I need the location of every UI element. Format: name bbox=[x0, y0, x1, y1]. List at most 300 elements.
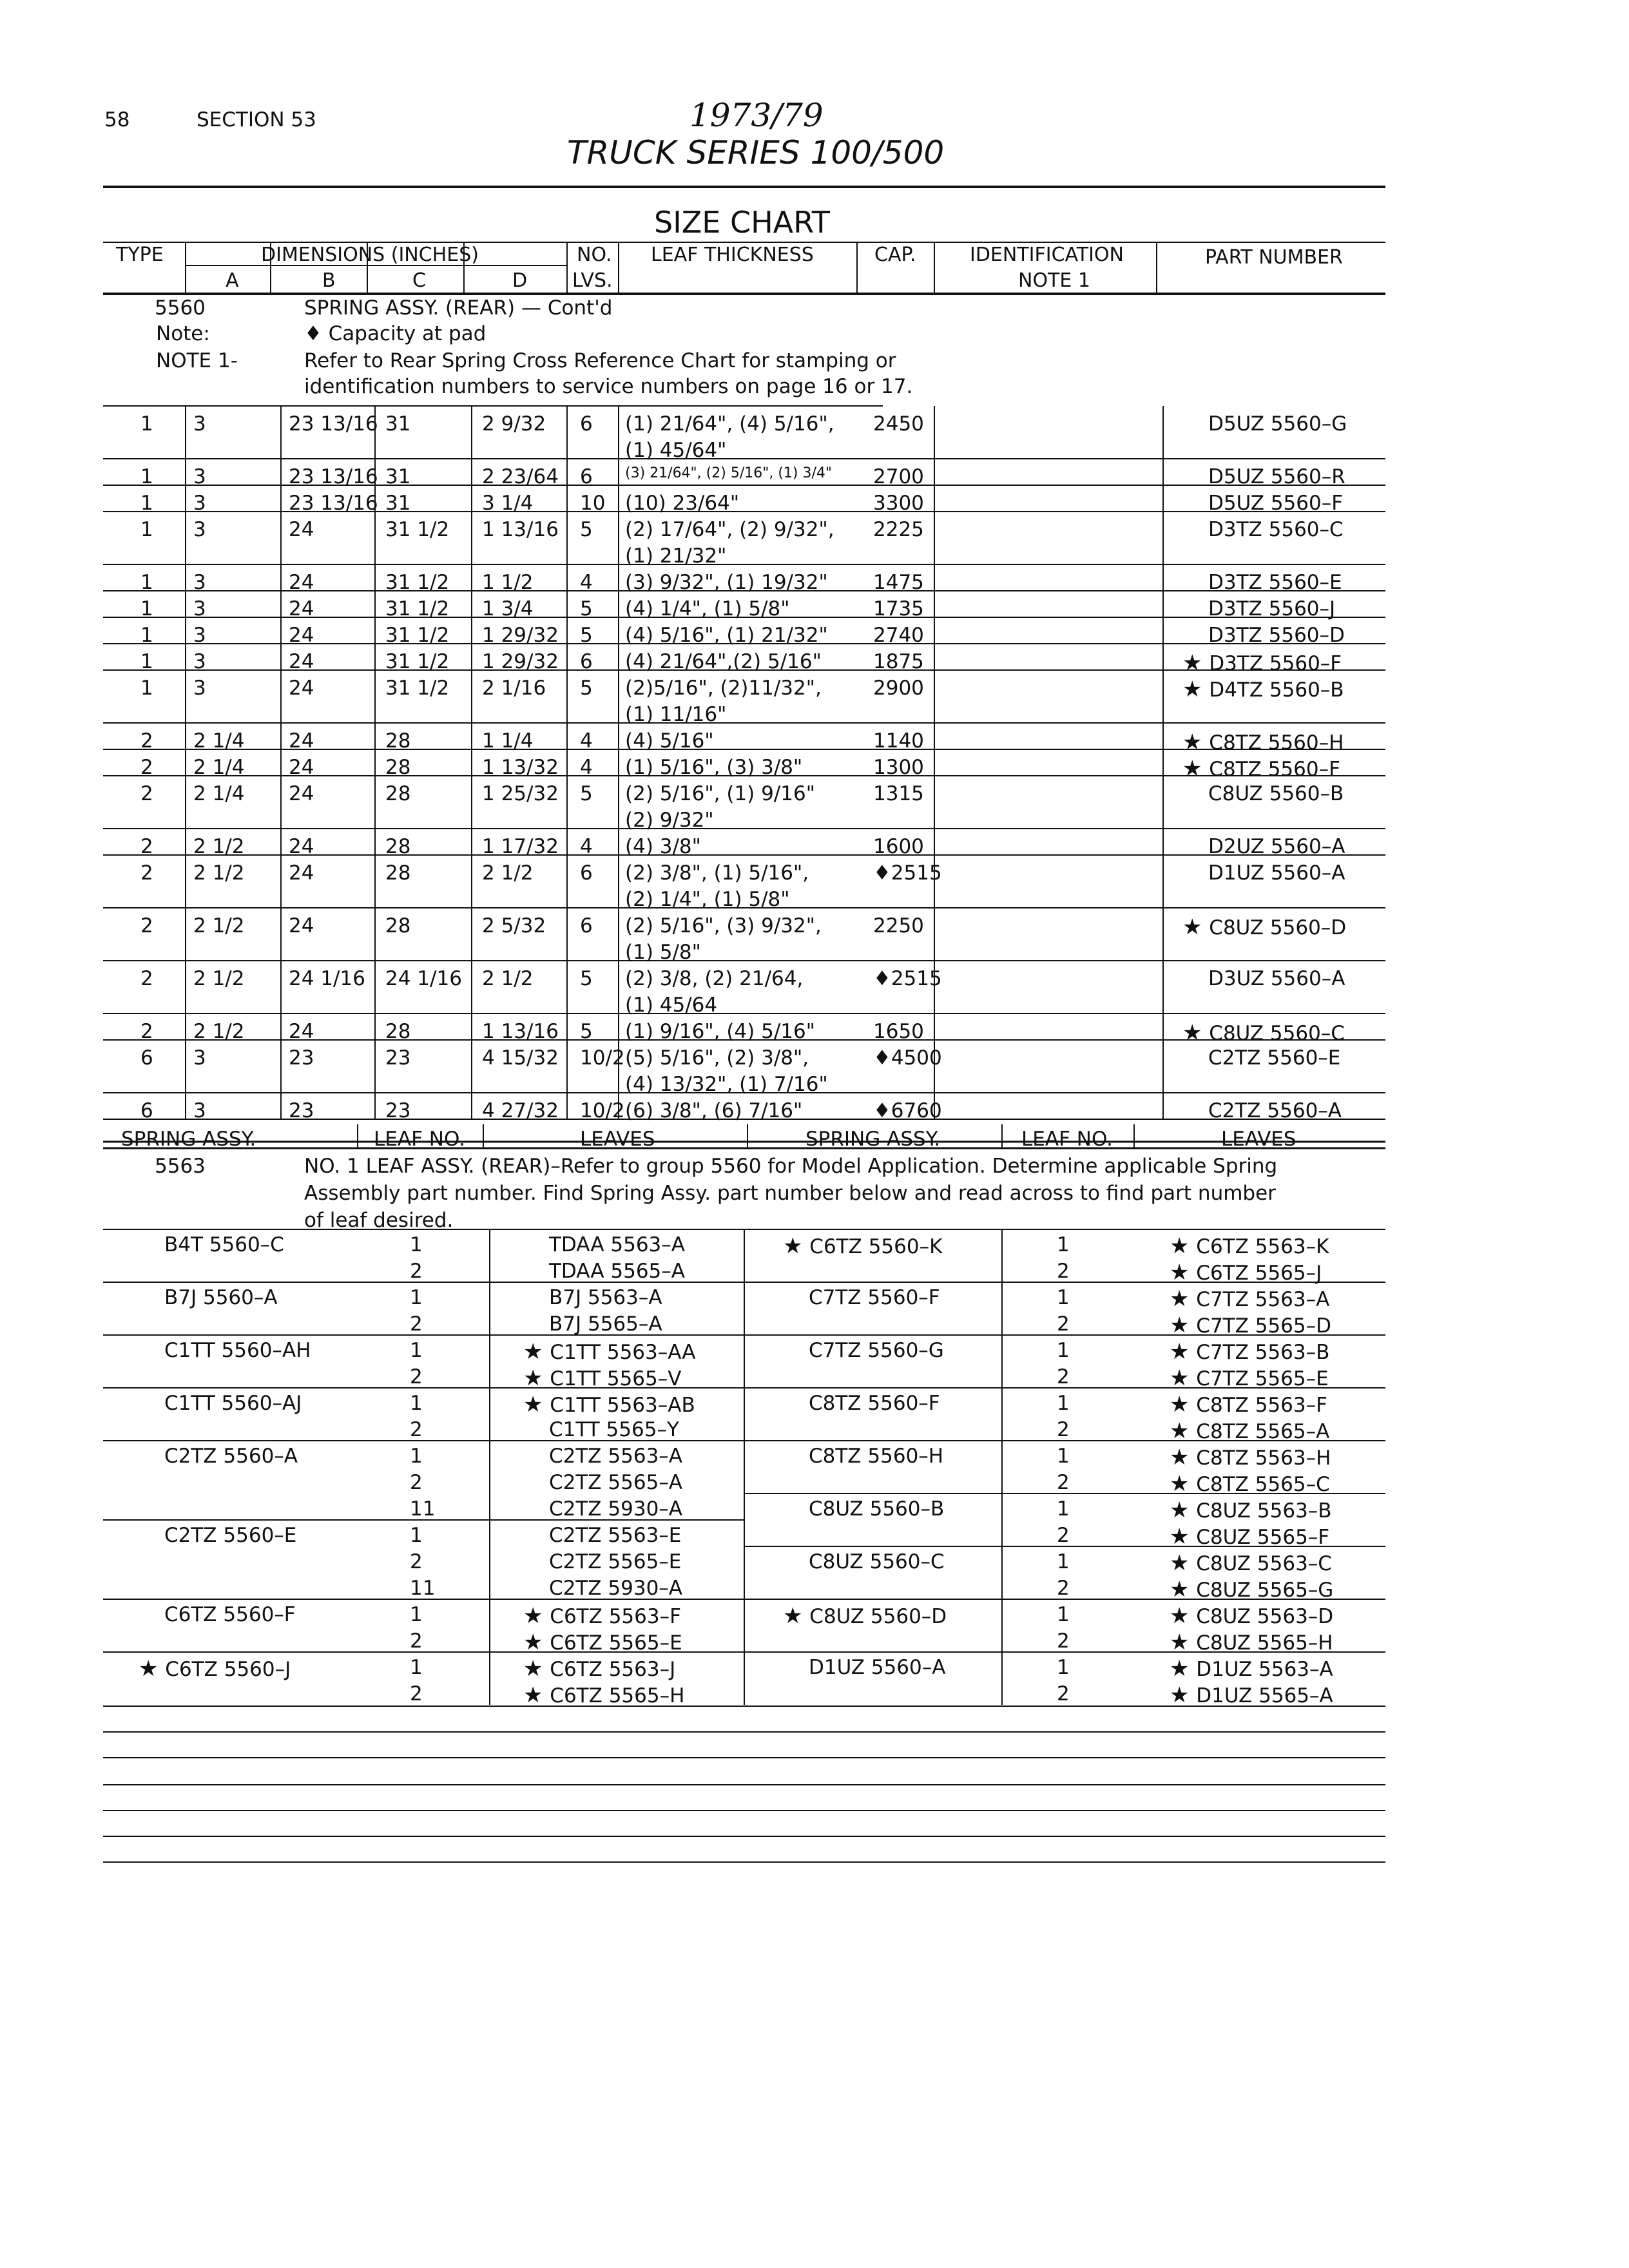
spring-row-c: 31 bbox=[385, 465, 411, 488]
leaf-number-right: 1 bbox=[1057, 1603, 1070, 1626]
leaf-spring-assy: C2TZ 5560–E bbox=[164, 1524, 297, 1547]
leaf-part-number-text: C6TZ 5565–E bbox=[550, 1631, 682, 1655]
leaf-number: 2 bbox=[410, 1418, 423, 1441]
col-lvs: LVS. bbox=[572, 269, 613, 292]
leaf-number: 1 bbox=[410, 1339, 423, 1362]
star-icon: ★ bbox=[1170, 1365, 1197, 1391]
spring-row-capacity: 1300 bbox=[873, 756, 924, 779]
spring-row-capacity: 1875 bbox=[873, 650, 924, 673]
star-icon: ★ bbox=[1182, 756, 1210, 782]
leaf-part-number-right-text: C7TZ 5563–A bbox=[1196, 1288, 1330, 1311]
leaf-number: 1 bbox=[410, 1233, 423, 1256]
spring-row-leaf-thickness: (2) 17/64", (2) 9/32", bbox=[625, 518, 834, 541]
leaf-number-right: 2 bbox=[1057, 1577, 1070, 1600]
leaf-spring-assy-right: C8TZ 5560–F bbox=[809, 1392, 940, 1415]
leaf-part-number-right-text: C7TZ 5563–B bbox=[1196, 1341, 1330, 1364]
spring-row-part-number: C2TZ 5560–A bbox=[1208, 1099, 1342, 1122]
leaf-spring-assy-right: C7TZ 5560–F bbox=[809, 1286, 940, 1309]
leaf-part-number: C2TZ 5930–A bbox=[549, 1497, 682, 1521]
spring-row-c: 31 1/2 bbox=[385, 624, 450, 647]
chart-title: SIZE CHART bbox=[654, 205, 830, 240]
leaf-number: 1 bbox=[410, 1392, 423, 1415]
leaf-spring-assy-right-text: C6TZ 5560–K bbox=[809, 1235, 943, 1258]
leaf-part-number-right-text: C8UZ 5563–B bbox=[1196, 1499, 1332, 1523]
col-part-number: PART NUMBER bbox=[1205, 246, 1343, 269]
spring-row-b: 24 bbox=[289, 571, 314, 594]
spring-row-type: 2 bbox=[140, 835, 153, 858]
spring-row-d: 1 25/32 bbox=[482, 782, 559, 805]
spring-row-d: 3 1/4 bbox=[482, 492, 534, 515]
spring-row-c: 28 bbox=[385, 861, 411, 885]
star-icon: ★ bbox=[1170, 1233, 1197, 1259]
spring-row-capacity: 1600 bbox=[873, 835, 924, 858]
spring-row-part-number: D5UZ 5560–R bbox=[1208, 465, 1345, 488]
spring-row-leaf-thickness-2: (2) 1/4", (1) 5/8" bbox=[625, 888, 790, 911]
spring-row-part-number: D3TZ 5560–D bbox=[1208, 624, 1345, 647]
leaf-number-right: 1 bbox=[1057, 1233, 1070, 1256]
spring-row-type: 1 bbox=[140, 518, 153, 541]
spring-row-d: 1 13/32 bbox=[482, 756, 559, 779]
series-title: TRUCK SERIES 100/500 bbox=[567, 134, 945, 171]
leaf-spring-assy: B7J 5560–A bbox=[164, 1286, 278, 1309]
spring-row-type: 1 bbox=[140, 465, 153, 488]
spring-row-leaves: 5 bbox=[580, 518, 593, 541]
leaf-spring-assy: B4T 5560–C bbox=[164, 1233, 284, 1256]
col-note1: NOTE 1 bbox=[1018, 269, 1090, 292]
spring-row-leaf-thickness-2: (1) 21/32" bbox=[625, 544, 727, 568]
star-icon: ★ bbox=[523, 1656, 550, 1682]
leaf-spring-assy-right: C8TZ 5560–H bbox=[809, 1445, 944, 1468]
spring-row-leaf-thickness: (1) 9/16", (4) 5/16" bbox=[625, 1020, 815, 1043]
leaf-number-right: 2 bbox=[1057, 1471, 1070, 1494]
spring-row-leaf-thickness: (1) 5/16", (3) 3/8" bbox=[625, 756, 803, 779]
star-icon: ★ bbox=[523, 1603, 550, 1629]
spring-row-type: 1 bbox=[140, 492, 153, 515]
spring-row-leaf-thickness: (4) 5/16" bbox=[625, 729, 714, 753]
leaf-intro-line2: Assembly part number. Find Spring Assy. part number below and read across to find part number bbox=[304, 1182, 1276, 1205]
star-icon: ★ bbox=[1170, 1577, 1197, 1602]
star-icon: ★ bbox=[1182, 650, 1210, 676]
leaf-intro-line1: NO. 1 LEAF ASSY. (REAR)–Refer to group 5560 for Model Application. Determine applicable Spring bbox=[304, 1155, 1278, 1178]
spring-row-part-number-text: D4TZ 5560–B bbox=[1209, 678, 1344, 702]
spring-row-c: 31 bbox=[385, 492, 411, 515]
spring-row-leaf-thickness: (2) 3/8", (1) 5/16", bbox=[625, 861, 809, 885]
spring-row-leaf-thickness: (4) 3/8" bbox=[625, 835, 701, 858]
spring-row-type: 1 bbox=[140, 571, 153, 594]
spring-row-d: 2 1/2 bbox=[482, 861, 534, 885]
spring-row-c: 28 bbox=[385, 729, 411, 753]
leaf-part-number-right-text: C7TZ 5565–E bbox=[1196, 1367, 1329, 1390]
spring-row-leaves: 4 bbox=[580, 835, 593, 858]
star-icon: ★ bbox=[1170, 1445, 1197, 1470]
spring-row-leaf-thickness-2: (4) 13/32", (1) 7/16" bbox=[625, 1073, 828, 1096]
spring-row-part-number: D3TZ 5560–C bbox=[1208, 518, 1344, 541]
spring-row-part-number: C2TZ 5560–E bbox=[1208, 1046, 1341, 1070]
leaf-number-right: 2 bbox=[1057, 1524, 1070, 1547]
spring-row-leaves: 5 bbox=[580, 782, 593, 805]
spring-row-a: 3 bbox=[193, 571, 206, 594]
leaf-spring-assy-right: C8UZ 5560–B bbox=[809, 1497, 945, 1521]
model-years: 1973/79 bbox=[689, 97, 824, 134]
spring-row-leaf-thickness: (6) 3/8", (6) 7/16" bbox=[625, 1099, 803, 1122]
spring-row-leaf-thickness: (1) 21/64", (4) 5/16", bbox=[625, 412, 834, 436]
leaf-number: 1 bbox=[410, 1603, 423, 1626]
spring-row-d: 4 27/32 bbox=[482, 1099, 559, 1122]
spring-row-b: 24 bbox=[289, 518, 314, 541]
star-icon: ★ bbox=[783, 1233, 810, 1259]
spring-row-leaf-thickness: (2) 5/16", (3) 9/32", bbox=[625, 914, 822, 937]
star-icon: ★ bbox=[1170, 1312, 1197, 1338]
spring-row-c: 28 bbox=[385, 914, 411, 937]
spring-row-c: 31 1/2 bbox=[385, 650, 450, 673]
spring-row-b: 24 bbox=[289, 677, 314, 700]
leaf-number: 2 bbox=[410, 1629, 423, 1653]
leaf-number: 1 bbox=[410, 1286, 423, 1309]
leaf-part-number: C2TZ 5563–A bbox=[549, 1445, 682, 1468]
spring-row-leaves: 10 bbox=[580, 492, 606, 515]
leaf-part-number: C1TT 5565–Y bbox=[549, 1418, 679, 1441]
spring-row-d: 2 1/16 bbox=[482, 677, 546, 700]
spring-row-a: 2 1/2 bbox=[193, 861, 245, 885]
star-icon: ★ bbox=[523, 1339, 550, 1365]
spring-row-capacity: 1735 bbox=[873, 597, 924, 620]
leaf-part-number: C2TZ 5565–A bbox=[549, 1471, 682, 1494]
note1-label: NOTE 1- bbox=[156, 349, 238, 372]
leaf-part-number-text: C6TZ 5565–H bbox=[550, 1684, 685, 1707]
star-icon: ★ bbox=[523, 1629, 550, 1655]
group-code: 5560 bbox=[155, 296, 206, 320]
spring-row-b: 24 bbox=[289, 650, 314, 673]
page-number: 58 bbox=[104, 108, 130, 131]
spring-row-leaves: 5 bbox=[580, 677, 593, 700]
spring-row-leaves: 6 bbox=[580, 914, 593, 937]
star-icon: ★ bbox=[1170, 1471, 1197, 1497]
leaf-number-right: 1 bbox=[1057, 1392, 1070, 1415]
leaf-number-right: 1 bbox=[1057, 1550, 1070, 1573]
spring-row-capacity: 3300 bbox=[873, 492, 924, 515]
spring-row-b: 24 bbox=[289, 861, 314, 885]
spring-row-c: 31 1/2 bbox=[385, 571, 450, 594]
leaf-part-number-right-text: C8UZ 5563–C bbox=[1196, 1552, 1332, 1575]
leaf-number: 2 bbox=[410, 1471, 423, 1494]
spring-row-leaves: 6 bbox=[580, 861, 593, 885]
leaf-part-number: C2TZ 5930–A bbox=[549, 1577, 682, 1600]
spring-row-part-number: D3UZ 5560–A bbox=[1208, 967, 1345, 990]
spring-row-a: 3 bbox=[193, 677, 206, 700]
spring-row-c: 31 1/2 bbox=[385, 597, 450, 620]
spring-row-type: 2 bbox=[140, 756, 153, 779]
spring-row-capacity: 1315 bbox=[873, 782, 924, 805]
note1-text-line1: Refer to Rear Spring Cross Reference Chart for stamping or bbox=[304, 349, 896, 372]
spring-row-type: 2 bbox=[140, 861, 153, 885]
spring-row-leaf-thickness: (3) 9/32", (1) 19/32" bbox=[625, 571, 828, 594]
spring-row-type: 1 bbox=[140, 624, 153, 647]
spring-row-part-number: D1UZ 5560–A bbox=[1208, 861, 1345, 885]
spring-row-a: 3 bbox=[193, 597, 206, 620]
spring-row-capacity: ♦4500 bbox=[873, 1046, 942, 1070]
spring-row-d: 1 1/2 bbox=[482, 571, 534, 594]
spring-row-b: 24 bbox=[289, 914, 314, 937]
spring-row-part-number-text: C8TZ 5560–F bbox=[1209, 758, 1340, 781]
leaf-part-number-right-text: C8UZ 5565–G bbox=[1196, 1579, 1334, 1602]
star-icon: ★ bbox=[1170, 1603, 1197, 1629]
star-icon: ★ bbox=[1170, 1392, 1197, 1418]
spring-row-a: 3 bbox=[193, 492, 206, 515]
leaf-number: 11 bbox=[410, 1577, 436, 1600]
leaf-spring-assy-right: D1UZ 5560–A bbox=[809, 1656, 946, 1679]
spring-row-capacity: 2700 bbox=[873, 465, 924, 488]
leaf-spring-assy-right: C8UZ 5560–C bbox=[809, 1550, 945, 1573]
star-icon: ★ bbox=[1182, 914, 1210, 940]
spring-row-leaf-thickness: (5) 5/16", (2) 3/8", bbox=[625, 1046, 809, 1070]
star-icon: ★ bbox=[523, 1365, 550, 1391]
leaf-intro-line3: of leaf desired. bbox=[304, 1209, 454, 1232]
leaf-col-leaf-no: LEAF NO. bbox=[374, 1128, 465, 1151]
leaf-part-number-right-text: C8TZ 5565–A bbox=[1196, 1420, 1330, 1443]
star-icon: ★ bbox=[1170, 1629, 1197, 1655]
leaf-part-number-text: C6TZ 5563–J bbox=[550, 1658, 676, 1681]
spring-row-a: 3 bbox=[193, 465, 206, 488]
spring-row-b: 23 bbox=[289, 1046, 314, 1070]
spring-row-leaf-thickness: (10) 23/64" bbox=[625, 492, 740, 515]
spring-row-b: 24 bbox=[289, 729, 314, 753]
star-icon: ★ bbox=[1182, 729, 1210, 755]
spring-row-a: 2 1/2 bbox=[193, 835, 245, 858]
leaf-spring-assy: C6TZ 5560–F bbox=[164, 1603, 296, 1626]
leaf-spring-assy: C1TT 5560–AJ bbox=[164, 1392, 302, 1415]
col-dimensions: DIMENSIONS (INCHES) bbox=[261, 244, 479, 266]
leaf-col-leaf-no-right: LEAF NO. bbox=[1021, 1128, 1113, 1151]
spring-row-leaf-thickness: (2) 5/16", (1) 9/16" bbox=[625, 782, 815, 805]
star-icon: ★ bbox=[1170, 1339, 1197, 1365]
spring-row-leaf-thickness-2: (1) 45/64 bbox=[625, 994, 718, 1017]
star-icon: ★ bbox=[1170, 1260, 1197, 1285]
leaf-number: 2 bbox=[410, 1550, 423, 1573]
spring-row-leaves: 6 bbox=[580, 650, 593, 673]
leaf-part-number-right-text: C6TZ 5565–J bbox=[1196, 1262, 1322, 1285]
spring-row-b: 24 1/16 bbox=[289, 967, 365, 990]
spring-row-b: 23 13/16 bbox=[289, 492, 378, 515]
spring-row-d: 2 5/32 bbox=[482, 914, 546, 937]
spring-row-part-number-text: C8UZ 5560–C bbox=[1209, 1022, 1345, 1045]
spring-row-part-number: D2UZ 5560–A bbox=[1208, 835, 1345, 858]
spring-row-c: 24 1/16 bbox=[385, 967, 462, 990]
spring-row-b: 23 13/16 bbox=[289, 412, 378, 436]
spring-row-part-number-text: C8UZ 5560–D bbox=[1209, 916, 1347, 939]
col-a: A bbox=[226, 269, 239, 292]
leaf-part-number-right-text: C8UZ 5565–F bbox=[1196, 1526, 1330, 1549]
spring-row-type: 1 bbox=[140, 677, 153, 700]
leaf-spring-assy-text: C6TZ 5560–J bbox=[165, 1658, 291, 1681]
leaf-number-right: 2 bbox=[1057, 1418, 1070, 1441]
leaf-part-number: B7J 5563–A bbox=[549, 1286, 662, 1309]
leaf-part-number: TDAA 5563–A bbox=[549, 1233, 685, 1256]
spring-row-leaves: 5 bbox=[580, 967, 593, 990]
star-icon: ★ bbox=[1170, 1524, 1197, 1550]
spring-row-d: 4 15/32 bbox=[482, 1046, 559, 1070]
spring-row-leaf-thickness-2: (2) 9/32" bbox=[625, 809, 714, 832]
spring-row-leaves: 4 bbox=[580, 571, 593, 594]
col-no: NO. bbox=[577, 244, 612, 266]
spring-row-c: 31 bbox=[385, 412, 411, 436]
spring-row-a: 2 1/4 bbox=[193, 782, 245, 805]
leaf-part-number-text: C6TZ 5563–F bbox=[550, 1605, 681, 1628]
leaf-part-number-right-text: C8UZ 5563–D bbox=[1196, 1605, 1334, 1628]
leaf-part-number-text: C1TT 5565–V bbox=[550, 1367, 682, 1390]
leaf-number-right: 1 bbox=[1057, 1286, 1070, 1309]
spring-row-leaves: 10/2 bbox=[580, 1046, 625, 1070]
spring-row-capacity: 2740 bbox=[873, 624, 924, 647]
leaf-number: 2 bbox=[410, 1260, 423, 1283]
spring-row-leaf-thickness-2: (1) 5/8" bbox=[625, 941, 701, 964]
spring-row-b: 24 bbox=[289, 835, 314, 858]
leaf-group-code: 5563 bbox=[155, 1155, 206, 1178]
leaf-col-spring-assy: SPRING ASSY. bbox=[121, 1128, 256, 1151]
leaf-number: 1 bbox=[410, 1524, 423, 1547]
star-icon: ★ bbox=[1170, 1286, 1197, 1312]
leaf-number-right: 1 bbox=[1057, 1497, 1070, 1521]
leaf-col-leaves: LEAVES bbox=[580, 1128, 655, 1151]
spring-row-d: 1 13/16 bbox=[482, 518, 559, 541]
spring-row-part-number: D3TZ 5560–J bbox=[1208, 597, 1336, 620]
spring-row-leaves: 6 bbox=[580, 465, 593, 488]
leaf-number-right: 2 bbox=[1057, 1682, 1070, 1706]
spring-row-type: 1 bbox=[140, 597, 153, 620]
star-icon: ★ bbox=[783, 1603, 810, 1629]
spring-row-a: 3 bbox=[193, 518, 206, 541]
spring-row-leaves: 4 bbox=[580, 729, 593, 753]
spring-row-d: 1 3/4 bbox=[482, 597, 534, 620]
spring-row-b: 24 bbox=[289, 597, 314, 620]
spring-row-c: 23 bbox=[385, 1099, 411, 1122]
col-leaf-thickness: LEAF THICKNESS bbox=[651, 244, 814, 266]
spring-row-d: 2 23/64 bbox=[482, 465, 559, 488]
spring-row-type: 1 bbox=[140, 412, 153, 436]
spring-row-type: 2 bbox=[140, 729, 153, 753]
leaf-spring-assy: C1TT 5560–AH bbox=[164, 1339, 311, 1362]
leaf-spring-assy: C2TZ 5560–A bbox=[164, 1445, 298, 1468]
spring-row-a: 3 bbox=[193, 1099, 206, 1122]
spring-row-capacity: ♦2515 bbox=[873, 861, 942, 885]
spring-row-b: 24 bbox=[289, 1020, 314, 1043]
spring-row-leaves: 6 bbox=[580, 412, 593, 436]
col-identification: IDENTIFICATION bbox=[970, 244, 1124, 266]
star-icon: ★ bbox=[523, 1392, 550, 1418]
spring-row-type: 2 bbox=[140, 782, 153, 805]
leaf-number: 2 bbox=[410, 1312, 423, 1336]
col-type: TYPE bbox=[116, 244, 164, 266]
spring-row-a: 3 bbox=[193, 624, 206, 647]
spring-row-a: 2 1/2 bbox=[193, 967, 245, 990]
spring-row-a: 3 bbox=[193, 1046, 206, 1070]
spring-row-capacity: 1650 bbox=[873, 1020, 924, 1043]
leaf-part-number-text: C1TT 5563–AB bbox=[550, 1394, 695, 1417]
leaf-number: 2 bbox=[410, 1682, 423, 1706]
spring-row-part-number-text: D3TZ 5560–F bbox=[1209, 652, 1342, 675]
spring-row-leaf-thickness: (4) 5/16", (1) 21/32" bbox=[625, 624, 828, 647]
leaf-number-right: 1 bbox=[1057, 1656, 1070, 1679]
spring-row-d: 2 1/2 bbox=[482, 967, 534, 990]
spring-row-leaf-thickness-2: (1) 11/16" bbox=[625, 703, 727, 726]
leaf-spring-assy-right-text: C8UZ 5560–D bbox=[809, 1605, 947, 1628]
group-title: SPRING ASSY. (REAR) — Cont'd bbox=[304, 296, 613, 320]
spring-row-capacity: 2900 bbox=[873, 677, 924, 700]
leaf-part-number: C2TZ 5563–E bbox=[549, 1524, 682, 1547]
spring-row-c: 28 bbox=[385, 1020, 411, 1043]
spring-row-leaves: 5 bbox=[580, 624, 593, 647]
spring-row-leaves: 5 bbox=[580, 1020, 593, 1043]
spring-row-b: 23 13/16 bbox=[289, 465, 378, 488]
leaf-part-number-right-text: C8UZ 5565–H bbox=[1196, 1631, 1333, 1655]
section-label: SECTION 53 bbox=[197, 108, 316, 131]
spring-row-leaf-thickness: (3) 21/64", (2) 5/16", (1) 3/4" bbox=[625, 465, 833, 481]
star-icon: ★ bbox=[1170, 1682, 1197, 1708]
col-cap: CAP. bbox=[874, 244, 916, 266]
spring-row-c: 31 1/2 bbox=[385, 677, 450, 700]
spring-row-a: 3 bbox=[193, 412, 206, 436]
star-icon: ★ bbox=[139, 1656, 166, 1682]
leaf-part-number-right-text: C8TZ 5563–H bbox=[1196, 1446, 1331, 1470]
leaf-part-number-right-text: C7TZ 5565–D bbox=[1196, 1314, 1331, 1338]
spring-row-a: 2 1/2 bbox=[193, 914, 245, 937]
leaf-number: 1 bbox=[410, 1656, 423, 1679]
leaf-part-number-right-text: C8TZ 5563–F bbox=[1196, 1394, 1327, 1417]
leaf-spring-assy-right: C7TZ 5560–G bbox=[809, 1339, 944, 1362]
spring-row-leaf-thickness: (2)5/16", (2)11/32", bbox=[625, 677, 822, 700]
spring-row-leaves: 10/2 bbox=[580, 1099, 625, 1122]
spring-row-capacity: 2225 bbox=[873, 518, 924, 541]
leaf-part-number-right-text: D1UZ 5565–A bbox=[1196, 1684, 1333, 1707]
star-icon: ★ bbox=[523, 1682, 550, 1708]
spring-row-leaf-thickness: (4) 1/4", (1) 5/8" bbox=[625, 597, 790, 620]
spring-row-a: 2 1/4 bbox=[193, 756, 245, 779]
spring-row-c: 28 bbox=[385, 756, 411, 779]
spring-row-d: 2 9/32 bbox=[482, 412, 546, 436]
spring-row-b: 24 bbox=[289, 756, 314, 779]
leaf-part-number: TDAA 5565–A bbox=[549, 1260, 685, 1283]
leaf-part-number-right-text: C8TZ 5565–C bbox=[1196, 1473, 1330, 1496]
spring-row-c: 31 1/2 bbox=[385, 518, 450, 541]
col-d: D bbox=[512, 269, 528, 292]
spring-row-part-number: C8UZ 5560–B bbox=[1208, 782, 1344, 805]
leaf-number: 2 bbox=[410, 1365, 423, 1389]
leaf-col-leaves-right: LEAVES bbox=[1221, 1128, 1296, 1151]
leaf-number-right: 2 bbox=[1057, 1260, 1070, 1283]
spring-row-type: 1 bbox=[140, 650, 153, 673]
leaf-col-spring-assy-right: SPRING ASSY. bbox=[805, 1128, 941, 1151]
spring-row-leaves: 4 bbox=[580, 756, 593, 779]
leaf-number-right: 2 bbox=[1057, 1312, 1070, 1336]
note1-text-line2: identification numbers to service numbers on page 16 or 17. bbox=[304, 375, 913, 398]
spring-row-d: 1 13/16 bbox=[482, 1020, 559, 1043]
star-icon: ★ bbox=[1170, 1418, 1197, 1444]
spring-row-leaves: 5 bbox=[580, 597, 593, 620]
star-icon: ★ bbox=[1170, 1497, 1197, 1523]
spring-row-type: 2 bbox=[140, 914, 153, 937]
note-text: ♦ Capacity at pad bbox=[304, 322, 487, 345]
spring-row-a: 3 bbox=[193, 650, 206, 673]
spring-row-a: 2 1/4 bbox=[193, 729, 245, 753]
leaf-part-number: B7J 5565–A bbox=[549, 1312, 662, 1336]
spring-row-type: 6 bbox=[140, 1046, 153, 1070]
spring-row-type: 2 bbox=[140, 1020, 153, 1043]
leaf-part-number-right-text: C6TZ 5563–K bbox=[1196, 1235, 1329, 1258]
star-icon: ★ bbox=[1170, 1550, 1197, 1576]
leaf-number-right: 2 bbox=[1057, 1365, 1070, 1389]
spring-row-d: 1 1/4 bbox=[482, 729, 534, 753]
spring-row-d: 1 29/32 bbox=[482, 650, 559, 673]
spring-row-capacity: 1475 bbox=[873, 571, 924, 594]
